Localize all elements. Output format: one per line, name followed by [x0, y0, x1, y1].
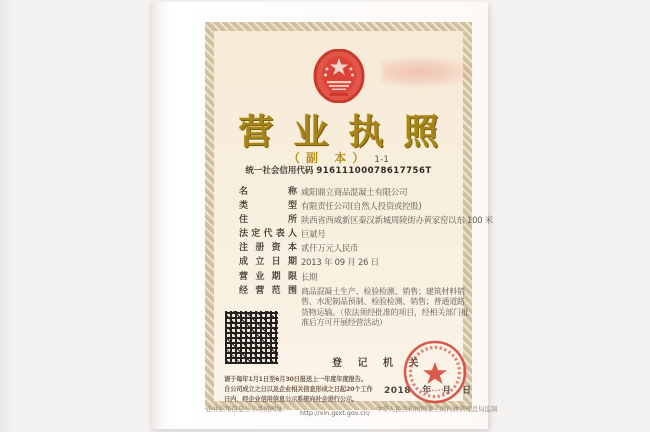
issue-date: 2018 年 月 日 [384, 386, 472, 396]
qr-code [225, 311, 278, 364]
copy-number: 1-1 [374, 155, 389, 165]
field-row-name: 名称 咸阳鼎立商品混凝土有限公司 [239, 187, 408, 197]
field-row-capital: 注册资本 贰仟万元人民币 [239, 243, 359, 254]
note-line: 请于每年1月1日至6月30日报送上一年度年度报告。 [224, 376, 367, 383]
copy-label: （副 本） [288, 151, 371, 165]
field-row-legal-rep: 法定代表人 巨斌号 [239, 229, 326, 240]
field-row-type: 类型 有限责任公司(自然人投资或控股) [239, 201, 422, 212]
credit-code-row [214, 164, 463, 176]
national-emblem-icon [313, 49, 365, 103]
red-seal [402, 339, 468, 405]
field-row-founded: 成立日期 2013 年 09 月 26 日 [239, 257, 379, 268]
note-line: 日内，经企业信用信息公示系统向社会进行公示。 [224, 395, 359, 403]
field-row-scope: 经营范围 商品混凝土生产、检验检测、销售；建筑材料销售、水泥制品预制、检验检测、销售；普通道路货物运输。（依法须经批准的项目，经相关部门批准后方可开展经营活动） [239, 285, 469, 328]
registry-authority-label: 登 记 机 关 [332, 358, 425, 369]
publicity-system-label: 企业信用信息公示系统网址： [206, 405, 290, 413]
faded-red-watermark [382, 57, 474, 87]
field-row-term: 营业期限 长期 [239, 271, 318, 282]
annual-report-notes [224, 375, 374, 404]
license-title: 营业执照 [238, 113, 459, 153]
issue-year: 2018 [384, 386, 412, 396]
paper-sheet [150, 2, 498, 429]
field-row-address: 住所 陕西省西咸新区秦汉新城周陵街办黄家窑以东 100 米 [239, 215, 493, 226]
note-line: 自公司成立之日以及企业相关信息形成之日起20个工作 [224, 385, 373, 393]
publicity-system-url: http://xin.gsxt.gov.cn/ [300, 409, 370, 417]
credit-code-label: 统一社会信用代码 [245, 166, 314, 176]
credit-code-value: 91611100078617756T [316, 166, 432, 176]
supervising-authority: 中华人民共和国国家工商行政管理总局监制 [376, 405, 498, 413]
